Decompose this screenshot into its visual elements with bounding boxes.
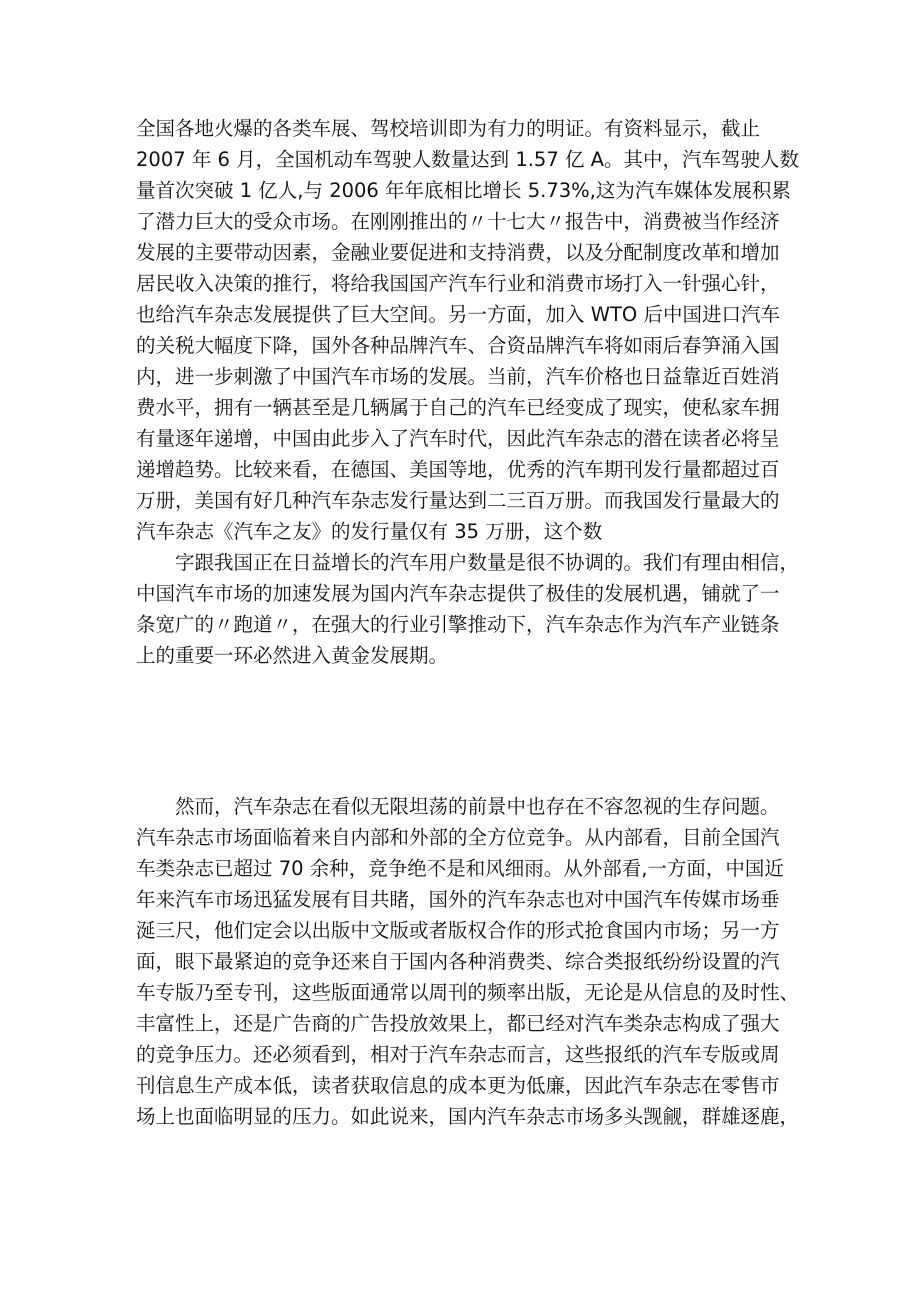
text-line: 也给汽车杂志发展提供了巨大空间。另一方面，加入 WTO 后中国进口汽车 [136,303,780,326]
text-line: 汽车杂志市场面临着来自内部和外部的全方位竞争。从内部看，目前全国汽 [136,826,780,849]
paragraph-block-2 [136,791,800,1132]
text-line: 面，眼下最紧迫的竞争还来自于国内各种消费类、综合类报纸纷纷设置的汽 [136,950,780,973]
text-line: 全国各地火爆的各类车展、驾校培训即为有力的明证。有资料显示，截止 [136,117,761,140]
text-line: 的竞争压力。还必须看到，相对于汽车杂志而言，这些报纸的汽车专版或周 [136,1043,780,1066]
text-line: 费水平，拥有一辆甚至是几辆属于自己的汽车已经变成了现实，使私家车拥 [136,396,780,419]
text-line: 涎三尺，他们定会以出版中文版或者版权合作的形式抢食国内市场；另一方 [136,919,780,942]
text-line: 有量逐年递增，中国由此步入了汽车时代，因此汽车杂志的潜在读者必将呈 [136,427,780,450]
text-line: 2007 年 6 月，全国机动车驾驶人数量达到 1.57 亿 A。其中，汽车驾驶人数 [136,148,799,171]
text-line: 字跟我国正在日益增长的汽车用户数量是很不协调的。我们有理由相信， [136,551,800,574]
text-line: 的关税大幅度下降，国外各种品牌汽车、合资品牌汽车将如雨后春笋涌入国 [136,334,780,357]
text-line: 万册，美国有好几种汽车杂志发行量达到二三百万册。而我国发行量最大的 [136,489,780,512]
text-line: 刊信息生产成本低，读者获取信息的成本更为低廉，因此汽车杂志在零售市 [136,1074,780,1097]
text-line: 内，进一步刺激了中国汽车市场的发展。当前，汽车价格也日益靠近百姓消 [136,365,780,388]
text-line: 然而，汽车杂志在看似无限坦荡的前景中也存在不容忽视的生存问题。 [136,795,780,818]
text-line: 了潜力巨大的受众市场。在刚刚推出的〃十七大〃报告中，消费被当作经济 [136,210,780,233]
text-line: 中国汽车市场的加速发展为国内汽车杂志提供了极佳的发展机遇，铺就了一 [136,582,780,605]
text-line: 车专版乃至专刊，这些版面通常以周刊的频率出版，无论是从信息的及时性、 [136,981,800,1004]
text-line: 年来汽车市场迅猛发展有目共睹，国外的汽车杂志也对中国汽车传媒市场垂 [136,888,780,911]
text-line: 场上也面临明显的压力。如此说来，国内汽车杂志市场多头觊觎，群雄逐鹿， [136,1105,800,1128]
text-line: 车类杂志已超过 70 余种，竞争绝不是和风细雨。从外部看,一方面，中国近 [136,857,784,880]
text-line: 发展的主要带动因素，金融业要促进和支持消费，以及分配制度改革和增加 [136,241,780,264]
text-line: 递增趋势。比较来看，在德国、美国等地，优秀的汽车期刊发行量都超过百 [136,458,780,481]
text-line: 汽车杂志《汽车之友》的发行量仅有 35 万册，这个数 [136,520,603,543]
text-line: 居民收入决策的推行，将给我国国产汽车行业和消费市场打入一针强心针， [136,272,780,295]
paragraph-block-1 [136,113,800,671]
text-line: 条宽广的〃跑道〃，在强大的行业引擎推动下，汽车杂志作为汽车产业链条 [136,613,780,636]
text-line: 丰富性上，还是广告商的广告投放效果上，都已经对汽车类杂志构成了强大 [136,1012,780,1035]
text-line: 上的重要一环必然进入黄金发展期。 [136,644,449,667]
text-line: 量首次突破 1 亿人,与 2006 年年底相比增长 5.73%,这为汽车媒体发展积累 [136,179,791,202]
